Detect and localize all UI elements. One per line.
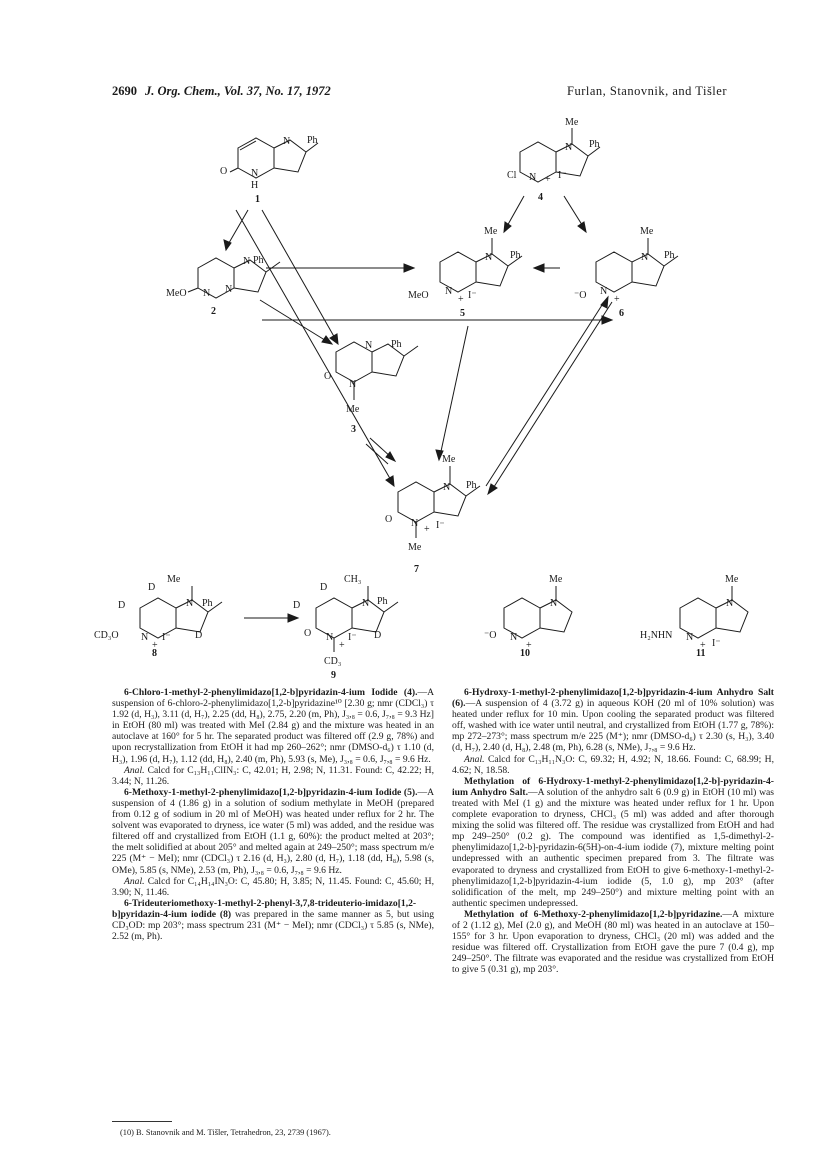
atom-label: D	[374, 630, 382, 641]
atom-label: Me	[725, 574, 739, 585]
atom-label: D	[293, 600, 301, 611]
atom-label: N	[411, 518, 419, 529]
atom-label: N	[529, 172, 537, 183]
atom-label: N	[141, 632, 149, 643]
atom-label: Ph	[377, 596, 388, 607]
paragraph-body: —A mixture of 2 (1.12 g), MeI (2.0 g), and MeOH (80 ml) was heated in an autoclave at 150–155° for 3 hr. Upon evaporation to dryness, CHCl₃ (20 ml) was added and the residue was filtered off. Crystallization from EtOH gave the pure 7 (0.4 g), mp 249–250°. The filtrate was evaporated and the residue was crystallized from EtOH to give 5 (0.31 g), mp 203°.	[452, 908, 774, 976]
atom-label: Me	[346, 404, 360, 415]
atom-label: Me	[442, 454, 456, 465]
compound-6-structure	[596, 238, 678, 292]
compound-number-1: 1	[255, 194, 260, 205]
atom-label: Ph	[202, 598, 213, 609]
paragraph	[452, 776, 774, 909]
authors: Furlan, Stanovnik, and Tišler	[567, 84, 727, 98]
atom-label: N	[326, 632, 334, 643]
paragraph-title: Anal.	[124, 875, 145, 887]
paragraph-body: —A solution of the anhydro salt 6 (0.9 g) in EtOH (10 ml) was treated with MeI (1 g) and the mixture was heated under reflux for 1 hr. Upon complete evaporation to dryness, CHCl₃ (5 ml) was added and after thorough mixing the solid was filtered off. The residue was crystallized from EtOH and had mp 249–250° (0.2 g). The compound was identified as 1,5-dimethyl-2-phenylimidazo[1,2-b]-pyridazin-6(5H)-on-4-ium iodide (7), mixture melting point undepressed with an authentic specimen prepared from 3. The filtrate was evaporated to dryness and crystallized from EtOH to give 6-methoxy-1-methyl-2-phenylimidazo[1,2-b]pyridazin-4-ium iodide (5, 1.0 g), mp 203° (after solidification of the melt, mp 249–250°) and mixture melting point with an authentic specimen undepressed.	[452, 786, 775, 909]
atom-labels	[94, 117, 739, 680]
atom-label: N	[600, 286, 608, 297]
footnote: (10) B. Stanovnik and M. Tišler, Tetrahedron, 23, 2739 (1967).	[120, 1128, 331, 1137]
arrow-5-to-7	[440, 326, 468, 456]
atom-label: Me	[484, 226, 498, 237]
atom-label: Ph	[589, 139, 600, 150]
atom-label: I⁻	[712, 638, 721, 649]
compound-number-4: 4	[538, 192, 543, 203]
paragraph-body: was prepared in the same manner as 5, but using CD₃OD: mp 203°; mass spectrum 231 (M⁺ − MeI); nmr (CDCl₃) τ 5.85 (s, NMe), 2.52 (m, Ph).	[112, 908, 434, 943]
arrowhead	[578, 222, 586, 232]
atom-label: N	[283, 136, 291, 147]
paragraph-body: Calcd for C₁₃H₁₁ClIN₃: C, 42.01; H, 2.98; N, 11.31. Found: C, 42.22; H, 3.44; N, 11.26.	[112, 764, 434, 787]
compound-number-9: 9	[331, 670, 336, 680]
atom-label: N	[686, 632, 694, 643]
footnote-divider	[112, 1121, 172, 1122]
atom-label: H	[251, 180, 259, 191]
arrowhead	[288, 614, 298, 622]
atom-label: Cl	[507, 170, 517, 181]
atom-label: I⁻	[436, 520, 445, 531]
paragraph-body: Calcd for C₁₄H₁₄IN₃O: C, 45.80; H, 3.85; N, 11.45. Found: C, 45.60; H, 3.90; N, 11.46.	[112, 875, 434, 898]
arrowhead	[386, 476, 394, 486]
atom-label: I⁻	[558, 170, 567, 181]
atom-label: N	[186, 598, 194, 609]
compound-number-7: 7	[414, 564, 419, 575]
atom-label: Ph	[307, 135, 318, 146]
atom-label: N	[485, 252, 493, 263]
atom-label: Ph	[253, 255, 264, 266]
atom-label: N	[550, 598, 558, 609]
atom-label: D	[195, 630, 203, 641]
compound-number-6: 6	[619, 308, 624, 319]
compound-number-10: 10	[520, 648, 530, 659]
atom-label: Me	[565, 117, 579, 128]
atom-label: Ph	[391, 339, 402, 350]
atom-label: O	[304, 628, 312, 639]
atom-label: N	[349, 379, 357, 390]
atom-label: MeO	[166, 288, 187, 299]
atom-label: N	[225, 284, 233, 295]
atom-label: N	[510, 632, 518, 643]
paragraph-title: 6-Methoxy-1-methyl-2-phenylimidazo[1,2-b]pyridazin-4-ium Iodide (5).	[124, 786, 418, 798]
atom-label: D	[320, 582, 328, 593]
arrowhead	[601, 297, 608, 308]
atom-label: +	[526, 640, 532, 651]
atom-label: N	[251, 168, 259, 179]
paragraph-body: —A suspension of 4 (1.86 g) in a solution of sodium methylate in MeOH (prepared from 0.12 g of sodium in 20 ml of MeOH) was heated under reflux for 2 hr. The solvent was evaporated to dryness, ice water (5 ml) was added, and the residue was filtered off and crystallized from EtOH (1.1 g, 60%): the product melted at 203°; the melt solidified at about 205° and melted again at 249–250°; mass spectrum m/e 225 (M⁺ − MeI); nmr (CDCl₃) τ 2.16 (d, H₃), 2.80 (d, H₇), 1.18 (dd, H₈), 5.98 (s, OMe), 5.85 (s, NMe), 2.53 (m, Ph), J₃,₈ = 0.6, J₇,₈ = 9.6 Hz.	[112, 786, 434, 876]
arrowhead	[534, 264, 544, 272]
paragraph	[452, 687, 774, 754]
atom-label: N	[243, 256, 251, 267]
atom-label: I⁻	[348, 632, 357, 643]
atom-label: H₂NHN	[640, 630, 673, 641]
paragraph	[452, 754, 774, 776]
atom-label: Ph	[466, 480, 477, 491]
compound-5-structure	[440, 238, 522, 292]
atom-label: +	[152, 640, 158, 651]
atom-label: +	[424, 524, 430, 535]
atom-label: Me	[167, 574, 181, 585]
atom-label: Ph	[664, 250, 675, 261]
left-column-text	[112, 687, 434, 942]
atom-label: N	[726, 598, 734, 609]
paragraph-title: Anal.	[124, 764, 145, 776]
page-number: 2690	[112, 84, 137, 98]
atom-label: CD₃	[324, 656, 342, 667]
arrowhead	[602, 316, 612, 324]
paragraph	[112, 765, 434, 787]
compound-3-structure	[336, 342, 418, 400]
atom-label: CH₃	[344, 574, 362, 585]
compound-number-2: 2	[211, 306, 216, 317]
compound-number-8: 8	[152, 648, 157, 659]
equilibrium-6-7a	[486, 302, 604, 486]
paragraph-body: —A suspension of 4 (3.72 g) in aqueous KOH (20 ml of 10% solution) was heated under reflux for 10 min. Upon cooling the separated product was filtered off, washed with ice water until neutral, and crystallized from EtOH (1.77 g, 78%): mp 272–273°; mass spectrum m/e 225 (M⁺); nmr (DMSO-d₆) τ 2.30 (s, H₃), 3.40 (d, H₇), 2.40 (d, H₈), 2.48 (m, Ph), 6.28 (s, NMe), J₇,₈ = 9.6 Hz.	[452, 698, 774, 754]
atom-label: +	[700, 640, 706, 651]
atom-label: +	[614, 294, 620, 305]
atom-label: Me	[549, 574, 563, 585]
atom-label: +	[458, 294, 464, 305]
atom-label: O	[324, 371, 332, 382]
paragraph	[112, 898, 434, 942]
compound-10-structure	[504, 586, 572, 638]
atom-label: I⁻	[162, 632, 171, 643]
paragraph	[452, 909, 774, 976]
arrowhead	[504, 222, 511, 232]
paragraph-title: 6-Chloro-1-methyl-2-phenylimidazo[1,2-b]pyridazin-4-ium Iodide (4).	[124, 687, 418, 698]
paragraph-body: —A suspension of 6-chloro-2-phenylimidazo[1,2-b]pyridazine¹⁰ [2.30 g; nmr (CDCl₃) τ 1.92 (d, H₃), 3.11 (d, H₇), 2.25 (dd, H₈), 2.75, 2.20 (m, Ph), J₃,₈ = 0.6, J₇,₈ = 9.3 Hz] in EtOH (80 ml) was treated with MeI (2.84 g) and the mixture was heated in an autoclave at 160° for 5 hr. The separated product was filtered off (2.9 g, 78%) and upon recrystallization from EtOH it had mp 260–262°; nmr (DMSO-d₆) τ 1.10 (d, H₃), 1.96 (d, H₇), 1.12 (dd, H₈), 2.40 (m, Ph), 5.93 (s, Me), J₃,₈ = 0.6, J₇,₈ = 9.6 Hz.	[112, 687, 434, 765]
paragraph-title: Methylation of 6-Hydroxy-1-methyl-2-phenylimidazo[1,2-b]-pyridazin-4-ium Anhydro Salt.	[452, 775, 774, 798]
atom-label: +	[545, 174, 551, 185]
compound-1-structure	[230, 138, 318, 178]
atom-label: N	[362, 598, 370, 609]
atom-label: O	[385, 514, 393, 525]
atom-label: Ph	[510, 250, 521, 261]
arrowhead	[488, 484, 497, 494]
atom-label: +	[339, 640, 345, 651]
atom-label: N	[565, 142, 573, 153]
atom-label: I⁻	[468, 290, 477, 301]
paragraph	[112, 787, 434, 876]
atom-label: N	[443, 482, 451, 493]
compound-number-11: 11	[696, 648, 706, 659]
atom-label: O	[220, 166, 228, 177]
atom-label: D	[118, 600, 126, 611]
paragraph-title: 6-Trideuteriomethoxy-1-methyl-2-phenyl-3,7,8-trideuterio-imidazo[1,2-b]pyridazin-4-ium iodide (8)	[112, 897, 417, 920]
arrow-2-to-3	[260, 300, 328, 342]
atom-label: Me	[640, 226, 654, 237]
right-column-text	[452, 687, 774, 975]
equilibrium-6-7b	[492, 302, 612, 490]
atom-label: ⁻O	[484, 630, 497, 641]
atom-label: Me	[408, 542, 422, 553]
atom-label: N	[365, 340, 373, 351]
compound-2-structure	[188, 258, 280, 298]
paragraph-body: Calcd for C₁₃H₁₁N₃O: C, 69.32; H, 4.92; N, 18.66. Found: C, 68.99; H, 4.62; N, 18.58.	[452, 753, 774, 776]
arrow-4-to-6	[564, 196, 584, 228]
atom-label: N	[445, 286, 453, 297]
compound-11-structure	[680, 586, 748, 638]
compound-number-3: 3	[351, 424, 356, 435]
compound-8-structure	[140, 586, 222, 638]
equilibrium-3-7b	[366, 444, 388, 464]
atom-label: N	[641, 252, 649, 263]
paragraph	[112, 687, 434, 765]
journal-name: J. Org. Chem., Vol. 37, No. 17, 1972	[145, 84, 331, 98]
atom-label: ⁻O	[574, 290, 587, 301]
compound-number-5: 5	[460, 308, 465, 319]
reaction-arrows	[224, 196, 612, 622]
arrow-4-to-5	[506, 196, 524, 228]
atom-label: MeO	[408, 290, 429, 301]
atom-label: CD₃O	[94, 630, 119, 641]
atom-label: D	[148, 582, 156, 593]
paragraph-title: Methylation of 6-Methoxy-2-phenylimidazo[1,2-b]pyridazine.	[464, 908, 723, 920]
paragraph-title: 6-Hydroxy-1-methyl-2-phenylimidazo[1,2-b]pyridazin-4-ium Anhydro Salt (6).	[452, 687, 774, 710]
atom-label: N	[203, 288, 211, 299]
arrowhead	[404, 264, 414, 272]
paragraph-title: Anal.	[464, 753, 485, 765]
paragraph	[112, 876, 434, 898]
